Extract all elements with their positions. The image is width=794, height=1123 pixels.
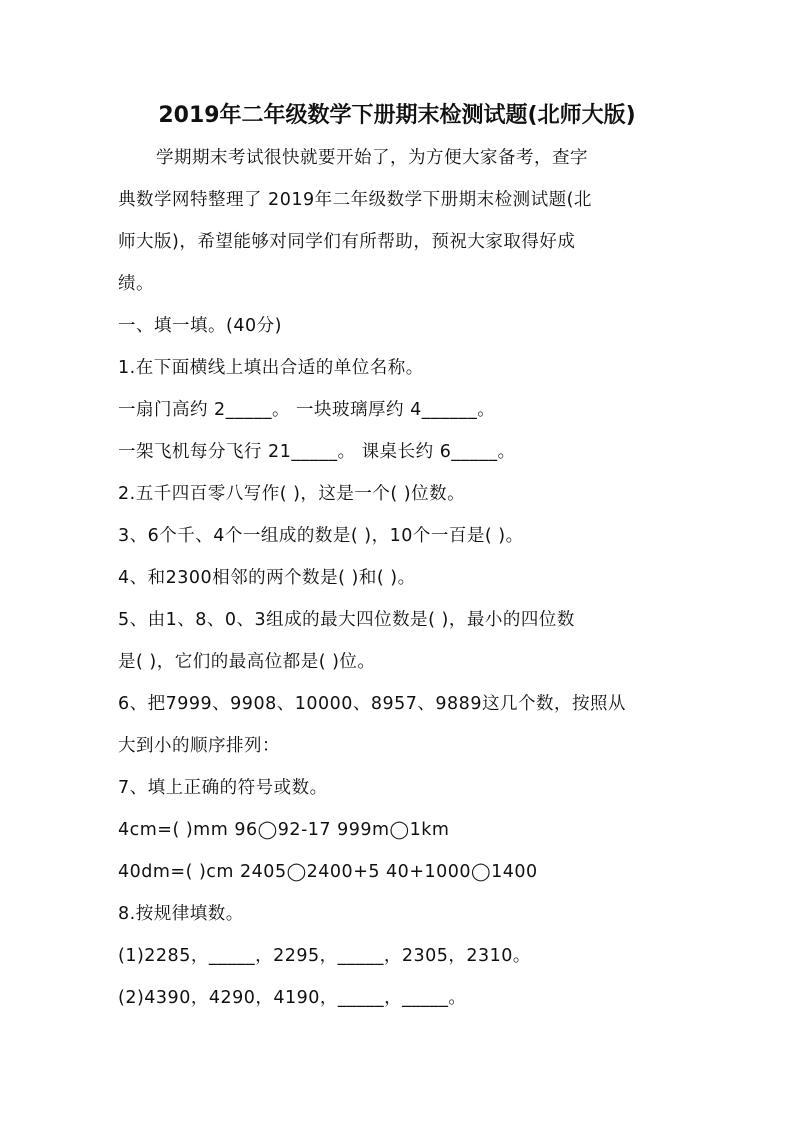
question-line: (2)4390，4290，4190，_____，_____。 [118, 988, 467, 1008]
question-line: (1)2285，_____，2295，_____，2305，2310。 [118, 946, 531, 966]
question-line: 大到小的顺序排列： [118, 736, 280, 756]
question-line: 4cm=( )mm 96◯92-17 999m◯1km [118, 820, 450, 840]
question-line: 40dm=( )cm 2405◯2400+5 40+1000◯1400 [118, 862, 538, 882]
question-line: 6、把7999、9908、10000、8957、9889这几个数，按照从 [118, 694, 626, 714]
intro-line-4: 绩。 [118, 274, 154, 294]
question-line: 一架飞机每分飞行 21_____。 课桌长约 6_____。 [118, 442, 516, 462]
intro-line-1: 学期期末考试很快就要开始了，为方便大家备考，查字 [156, 148, 588, 168]
question-line: 是( )，它们的最高位都是( )位。 [118, 652, 376, 672]
question-line: 5、由1、8、0、3组成的最大四位数是( )，最小的四位数 [118, 610, 575, 630]
intro-line-2: 典数学网特整理了 2019年二年级数学下册期末检测试题(北 [118, 190, 592, 210]
question-line: 一扇门高约 2_____。 一块玻璃厚约 4______。 [118, 400, 496, 420]
section-heading: 一、填一填。(40分) [118, 316, 282, 336]
question-line: 1.在下面横线上填出合适的单位名称。 [118, 358, 424, 378]
question-line: 4、和2300相邻的两个数是( )和( )。 [118, 568, 416, 588]
question-line: 3、6个千、4个一组成的数是( )，10个一百是( )。 [118, 526, 524, 546]
question-line: 7、填上正确的符号或数。 [118, 778, 328, 798]
question-line: 8.按规律填数。 [118, 904, 244, 924]
question-line: 2.五千四百零八写作( )，这是一个( )位数。 [118, 484, 466, 504]
document-title: 2019年二年级数学下册期末检测试题(北师大版) [158, 103, 636, 128]
intro-line-3: 师大版)，希望能够对同学们有所帮助，预祝大家取得好成 [118, 232, 576, 252]
